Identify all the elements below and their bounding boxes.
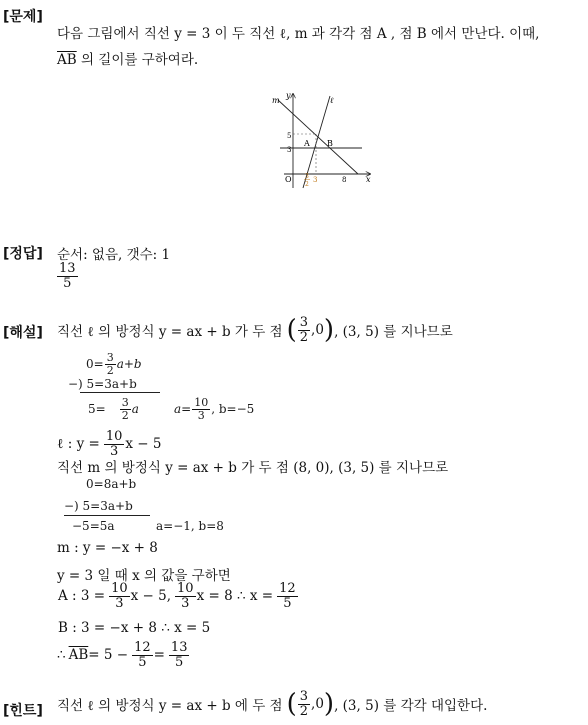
calc2-result: a=−1, b=8 [156,519,224,533]
a-n3: 12 [279,581,296,596]
label-A: A [304,139,310,148]
calc2-row2: −) 5=3a+b [64,499,133,513]
a-n1: 10 [111,581,128,596]
problem-line-2-rest: 의 길이를 구하여라. [76,52,199,68]
answer-den: 5 [63,275,72,291]
point-a-calc [58,582,299,610]
calc1-result [174,397,254,421]
l-eq-b: x − 5 [125,436,162,453]
ab-n1: 12 [134,640,151,655]
ab-a: ∴ [57,647,66,664]
a-d1: 3 [115,595,124,611]
calc1-r1-num: 3 [106,351,114,364]
label-B: B [327,139,333,148]
calc1-r3-den: 2 [121,408,129,422]
solution-l1-a: 직선 ℓ 의 방정식 y = ax + b 가 두 점 [57,324,283,341]
tick-frac-num: 3 [305,173,309,180]
tick-x3: 3 [313,176,318,184]
a-d3: 5 [283,595,292,611]
l-eq-den: 3 [109,443,119,459]
calc1-row3 [88,397,139,421]
answer-meta: 순서: 없음, 갯수: 1 [57,247,171,263]
m-equation: m : y = −x + 8 [57,540,158,556]
calc1-r3-a: 5= [88,402,106,417]
problem-line-1: 다음 그림에서 직선 y = 3 이 두 직선 ℓ, m 과 각각 점 A , 점 B 에서 만난다. 이때, [57,26,540,42]
ab-d2: 5 [175,654,184,670]
hint-line: 직선 ℓ 의 방정식 y = ax + b 에 두 점 ( $\frac{3}{2}$ ,0 ) , (3, 5) 를 각각 대입한다. [57,689,488,720]
label-m: m [272,96,280,105]
tick-frac-den: 2 [305,181,309,188]
hint-b: , (3, 5) 를 각각 대입한다. [334,698,488,715]
solution-l1-b: , (3, 5) 를 지나므로 [334,324,453,341]
tick-5: 5 [287,132,292,140]
hint-tag: [힌트] [3,703,43,719]
calc1-r1-tail: a+b [116,357,142,372]
point-b-calc: B : 3 = −x + 8 ∴ x = 5 [58,620,211,636]
calc2-rule [64,515,150,516]
a-mid2: x = 8 ∴ x = [196,588,274,605]
calc1-row2: −) 5=3a+b [68,377,137,391]
l-eq-a: ℓ : y = [57,436,100,453]
tick-3: 3 [287,146,292,154]
calc1-r3-tail: a [131,402,139,417]
ab-c: = [153,647,165,664]
hint-pt-y: ,0 [311,696,324,713]
ab-d1: 5 [138,654,147,670]
calc1-r1-a: 0= [86,357,104,372]
tick-8: 8 [342,176,347,184]
problem-tag: [문제] [3,9,43,25]
calc1-rule [80,392,160,393]
calc1-res-a: a= [174,402,192,417]
segment-ab: $\overline{AB}$ [57,52,77,68]
calc1-r1-den: 2 [106,363,114,377]
label-l: ℓ [330,96,334,105]
a-mid: x − 5, [130,588,172,605]
ab-result [57,641,190,669]
a-d2: 3 [181,595,190,611]
a-n2: 10 [177,581,194,596]
calc1-row1 [86,352,142,376]
calc2-row3: −5=5a [72,519,115,533]
label-origin: O [285,175,292,184]
pt1-den: 2 [299,329,309,345]
coordinate-graph [270,90,376,190]
label-y: y [286,91,291,100]
ab-n2: 13 [170,640,188,655]
calc1-r3-num: 3 [121,396,129,409]
answer-tag: [정답] [3,246,43,262]
l-equation [57,430,161,458]
ab-seg: $\overline{AB}$ [68,647,89,664]
l-eq-num: 10 [105,429,123,444]
pt1-y: ,0 [311,322,324,339]
problem-line-2 [57,48,198,68]
hint-pt-num: 3 [299,689,309,704]
calc1-res-b: , b=−5 [211,402,255,417]
solution-line-1: 직선 ℓ 의 방정식 y = ax + b 가 두 점 ( $\frac{3}{2}$ ,0 ) , (3, 5) 를 지나므로 [57,315,453,346]
solution-tag: [해설] [3,325,43,341]
calc1-res-den: 3 [197,408,205,422]
ab-b: = 5 − [88,647,129,664]
pt1-num: 3 [299,315,309,330]
label-x: x [366,175,371,184]
a-calc-a: A : 3 = [58,588,106,605]
calc1-res-num: 10 [194,396,209,409]
solution-line-3: y = 3 일 때 x 의 값을 구하면 [57,568,231,584]
answer-num: 13 [59,261,76,276]
calc2-row1: 0=8a+b [86,477,137,491]
hint-a: 직선 ℓ 의 방정식 y = ax + b 에 두 점 [57,698,283,715]
solution-line-2: 직선 m 의 방정식 y = ax + b 가 두 점 (8, 0), (3, 5) 를 지나므로 [57,460,449,476]
hint-pt-den: 2 [299,703,309,719]
answer-value [56,262,79,290]
